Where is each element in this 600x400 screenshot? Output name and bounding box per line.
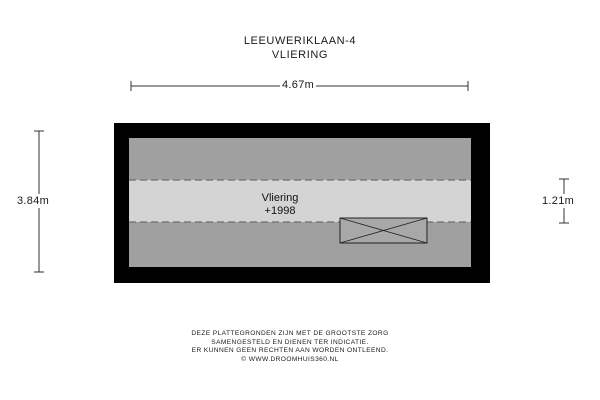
sloped-floor-area-top — [129, 138, 471, 180]
room-label — [230, 192, 330, 218]
disclaimer-line: DEZE PLATTEGRONDEN ZIJN MET DE GROOTSTE ZORG — [191, 330, 389, 337]
knee-height-label: 1.21m — [542, 195, 575, 207]
depth-label: 3.84m — [17, 195, 50, 207]
disclaimer — [0, 330, 580, 364]
disclaimer-line: ER KUNNEN GEEN RECHTEN AAN WORDEN ONTLEEND. — [191, 347, 389, 355]
disclaimer-line: SAMENGESTELD EN DIENEN TER INDICATIE. — [211, 338, 369, 346]
room-height: +1998 — [264, 205, 296, 217]
address-title: LEEUWERIKLAAN-4 — [243, 35, 357, 47]
width-label: 4.67m — [282, 79, 315, 91]
roof-hatch-icon — [340, 218, 427, 243]
floor-title: VLIERING — [271, 49, 329, 61]
copyright-line: © WWW.DROOMHUIS360.NL — [241, 355, 339, 363]
room-name: Vliering — [261, 192, 299, 204]
